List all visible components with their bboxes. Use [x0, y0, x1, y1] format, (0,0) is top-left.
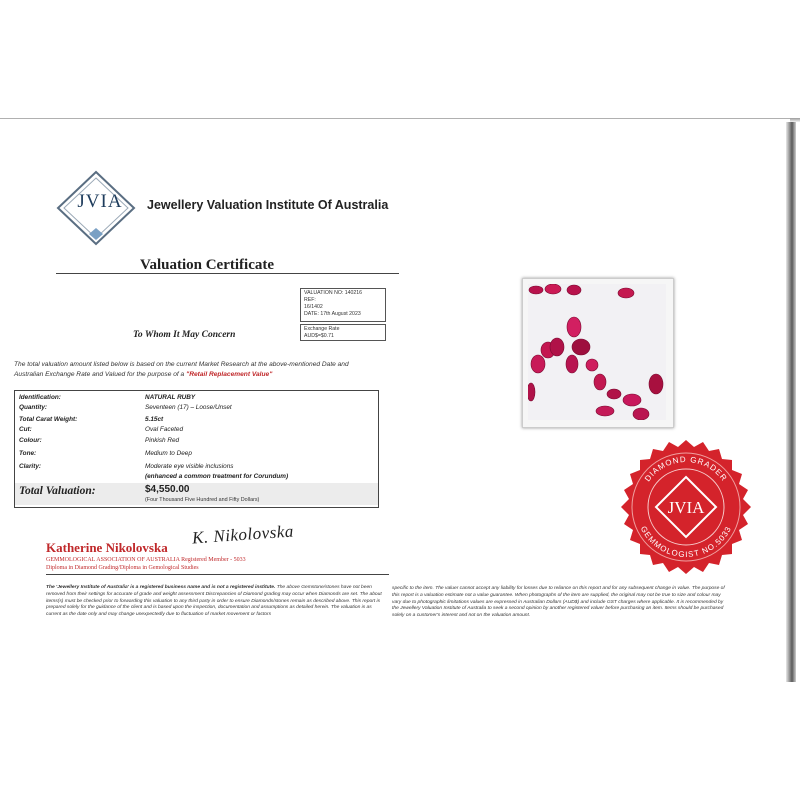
intro-highlight: "Retail Replacement Value" [186, 371, 273, 378]
valuation-reference-box [300, 288, 386, 322]
disclaimer-left [46, 585, 386, 619]
row-value: NATURAL RUBY [145, 394, 196, 401]
row-value: 5.15ct [145, 416, 164, 423]
salutation: To Whom It May Concern [133, 330, 236, 340]
row-label: Cut: [19, 426, 32, 433]
disclaimer-title: The 'Jewellery Institute of Australia' is a registered business name and is not a registered institute. [46, 585, 276, 590]
exchange-rate-label: Exchange Rate [304, 326, 340, 332]
seal-center-text: JVIA [667, 498, 705, 517]
logo-text: JVIA [77, 191, 123, 212]
row-label: Tone: [19, 450, 37, 457]
gemmologist-seal-icon [617, 438, 755, 576]
exchange-rate-box [300, 324, 386, 341]
signature-divider [46, 574, 389, 575]
seal-top-text: DIAMOND GRADER [642, 454, 730, 484]
disclaimer-left-text: The above Gemstone/stones have not been removed from their settings for accurate of grade and weight assessment Discrepancies of Diamond grading may occur when Diamonds are set. The about items(s) must be checked prior to forwarding this valuation to any third party in order to ensure Diamonds/stones remain as described above. This report is prepared solely for the guidance of the client and is based upon the inspection, documentation and assumptions as detailed herein. The valuation is as current as the date only and may change unexpectedly due to fluctuation of market movement or factors [46, 585, 382, 618]
clarity-note: (enhanced a common treatment for Corundum) [145, 473, 289, 480]
row-label: Identification: [19, 394, 61, 401]
signer-credential: GEMMOLOGICAL ASSOCIATION OF AUSTRALIA Registered Member - 5033 [46, 557, 246, 563]
intro-text: The total valuation amount listed below is based on the current Market Research at the above-mentioned Date and Australian Exchange Rate and Valued for the purpose of a [14, 361, 349, 378]
certificate-title: Valuation Certificate [140, 257, 275, 273]
row-value: Pinkish Red [145, 437, 180, 444]
total-amount: $4,550.00 [145, 484, 190, 495]
signer-name: Katherine Nikolovska [46, 540, 168, 555]
valuation-number: VALUATION NO: 140216 [304, 290, 363, 296]
ref-number: 16/1402 [304, 304, 323, 310]
organization-name: Jewellery Valuation Institute Of Australia [147, 198, 389, 212]
total-label: Total Valuation: [19, 485, 96, 497]
ref-label: REF: [304, 297, 316, 303]
valuation-date: DATE: 17th August 2023 [304, 311, 361, 317]
ruby-photo [528, 284, 666, 420]
row-value: Medium to Deep [145, 450, 192, 457]
row-label: Clarity: [19, 463, 42, 470]
intro-paragraph [14, 360, 374, 380]
total-words: (Four Thousand Five Hundred and Fifty Dollars) [145, 497, 260, 503]
title-divider [56, 273, 399, 274]
row-value: Seventeen (17) – Loose/Unset [145, 404, 232, 411]
exchange-rate-value: AUD$=$0.71 [304, 333, 334, 339]
handwritten-signature: K. Nikolovska [191, 521, 295, 548]
details-table [14, 390, 379, 508]
disclaimer-right: specific to the item. The valuer cannot accept any liability for losses due to reliance on this report and for any subsequent change in value. The purpose of this report is a valuation estimate not a value guarantee. When photographs of the item are supplied, the original may not be true to size and colour may vary due to photographic limitations values are expressed in Australian Dollars (AUD$) and include GST charges where applicable. It is recommended by the Jewellery Valuation Institute of Australia to seek a second opinion by another registered valuer before purchasing an item. Items should be purchased solely on a customer's interest and not on the valuation amount. [392, 586, 725, 619]
row-label: Colour: [19, 437, 42, 444]
row-value: Oval Faceted [145, 426, 184, 433]
paper-right-edge [786, 122, 796, 682]
row-value: Moderate eye visible inclusions [145, 463, 234, 470]
signer-diploma: Diploma in Diamond Grading/Diploma in Gemological Studies [46, 565, 199, 571]
row-label: Quantity: [19, 404, 48, 411]
seal-bottom-text: GEMMOLOGIST NO.5033 [638, 524, 734, 560]
row-label: Total Carat Weight: [19, 416, 78, 423]
